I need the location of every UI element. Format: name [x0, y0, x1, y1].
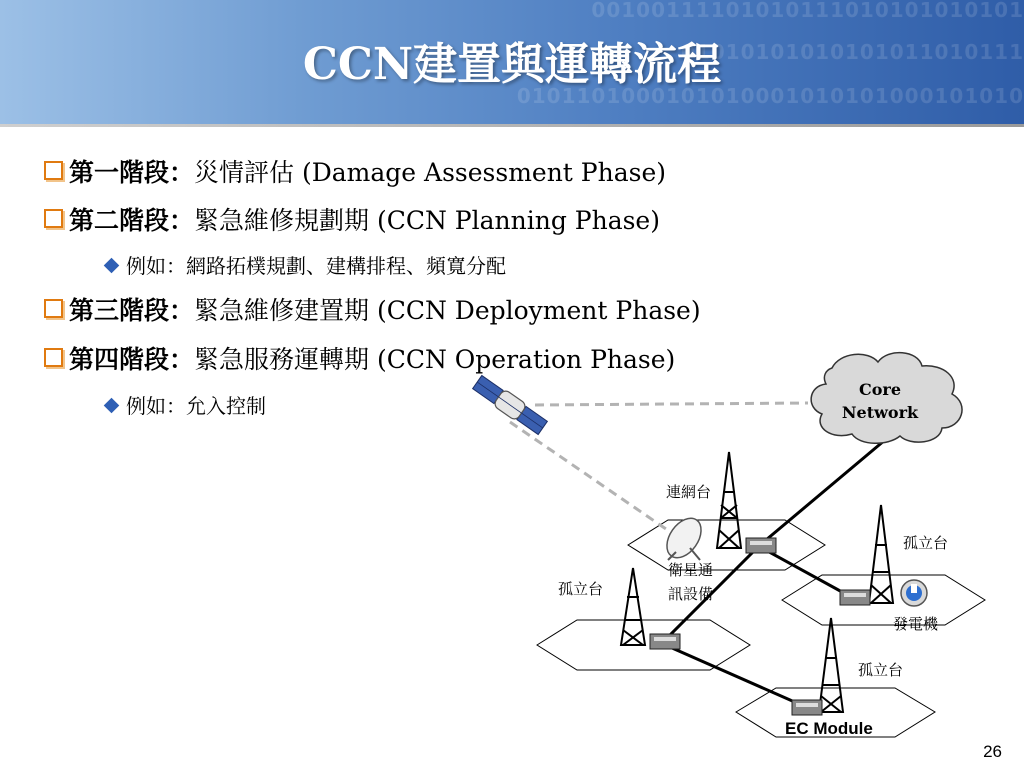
- binary-decoration-1: 00100111101010111010101010101: [591, 0, 1024, 22]
- base-station-box-icon: [650, 634, 680, 649]
- phase-label: 第三階段：: [69, 296, 195, 325]
- generator-label: 發電機: [893, 615, 939, 633]
- phase-label: 第二階段：: [69, 206, 195, 235]
- phase-text: 災情評估 (Damage Assessment Phase): [194, 158, 666, 187]
- isolated-station-right-label: 孤立台: [903, 534, 949, 552]
- binary-decoration-2: 01010101010101011010111: [680, 40, 1024, 64]
- phase-label: 第四階段：: [69, 345, 195, 374]
- isolated-station-left-label: 孤立台: [558, 580, 604, 598]
- satellite-dish-link: [510, 422, 682, 540]
- cell-right-station: [782, 575, 985, 625]
- ec-module-label: EC Module: [785, 719, 873, 738]
- slide-title: CCN建置與運轉流程: [302, 39, 722, 90]
- sat-equipment-label-line1: 衛星通: [668, 561, 714, 579]
- satellite-core-link: [535, 403, 808, 405]
- phase-text: 緊急維修規劃期 (CCN Planning Phase): [194, 206, 660, 235]
- cell-link-station: [628, 520, 825, 570]
- isolated-station-bottom-label: 孤立台: [858, 661, 904, 679]
- page-number: 26: [983, 742, 1002, 761]
- sat-equipment-label-line2: 訊設備: [668, 585, 714, 603]
- sub-bullet-text: 例如：允入控制: [126, 394, 266, 418]
- core-network-label-line2: Network: [841, 403, 919, 422]
- base-station-box-icon: [840, 590, 870, 605]
- core-network-label: [830, 378, 930, 424]
- binary-decoration-3: 0101101000101010001010101000101010: [516, 84, 1024, 108]
- link-station-label: 連網台: [666, 483, 712, 501]
- sub-bullet-text: 例如：網路拓樸規劃、建構排程、頻寬分配: [126, 254, 506, 278]
- phase-text: 緊急維修建置期 (CCN Deployment Phase): [194, 296, 701, 325]
- base-station-box-icon: [792, 700, 822, 715]
- generator-power-icon: [901, 580, 927, 606]
- base-station-box-icon: [746, 538, 776, 553]
- phase-text: 緊急服務運轉期 (CCN Operation Phase): [194, 345, 676, 374]
- core-network-label-line1: Core: [858, 380, 901, 399]
- phase-label: 第一階段：: [69, 158, 195, 187]
